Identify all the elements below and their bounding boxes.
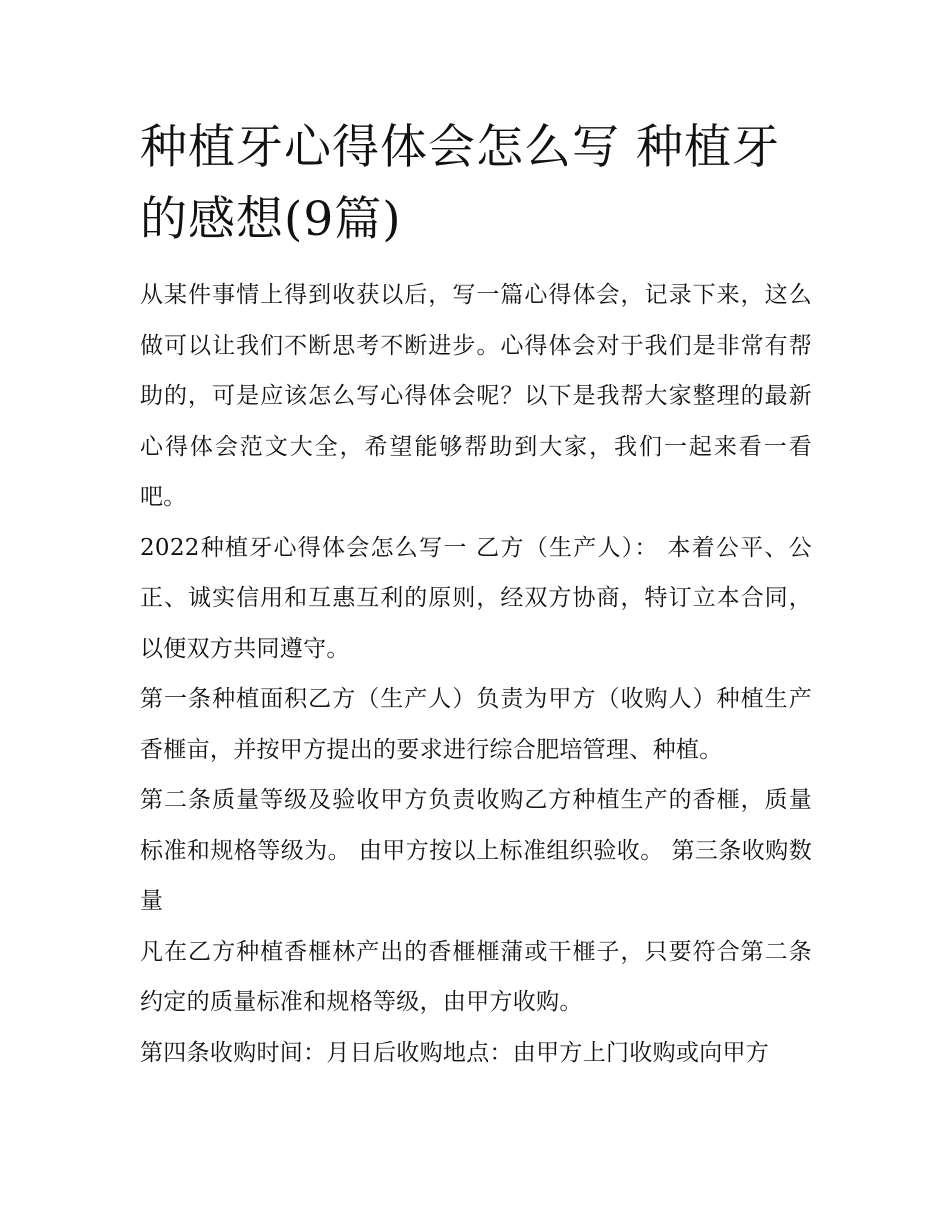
article-one-paragraph: 第一条种植面积乙方（生产人）负责为甲方（收购人）种植生产香榧亩，并按甲方提出的要求进行综合肥培管理、种植。 — [140, 686, 812, 763]
article-two-paragraph: 第二条质量等级及验收甲方负责收购乙方种植生产的香榧，质量标准和规格等级为。 由甲方按以上标准组织验收。 第三条收购数量 — [140, 787, 812, 914]
contract-preamble-paragraph: 2022种植牙心得体会怎么写一 乙方（生产人）： 本着公平、公正、诚实信用和互惠互利的原则，经双方协商，特订立本合同，以便双方共同遵守。 — [140, 534, 812, 662]
article-three-paragraph: 凡在乙方种植香榧林产出的香榧榧蒲或干榧子，只要符合第二条约定的质量标准和规格等级，由甲方收购。 — [140, 938, 812, 1015]
intro-paragraph: 从某件事情上得到收获以后，写一篇心得体会，记录下来，这么做可以让我们不断思考不断进步。心得体会对于我们是非常有帮助的，可是应该怎么写心得体会呢？以下是我帮大家整理的最新心得体会范文大全，希望能够帮助到大家，我们一起来看一看吧。 — [140, 282, 812, 510]
article-four-paragraph: 第四条收购时间：月日后收购地点：由甲方上门收购或向甲方 — [140, 1039, 770, 1066]
document-title: 种植牙心得体会怎么写 种植牙的感想(9篇) — [140, 120, 780, 247]
document-page — [140, 112, 812, 1078]
